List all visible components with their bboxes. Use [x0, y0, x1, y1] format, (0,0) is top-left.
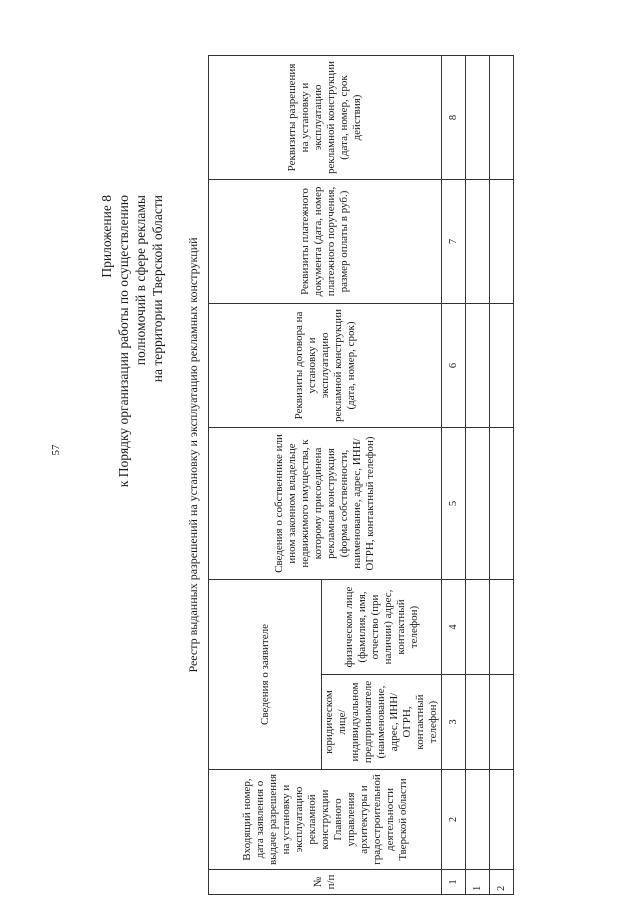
appendix-line-3: полномочий в сфере рекламы: [133, 195, 148, 366]
page-number: 57: [50, 444, 62, 456]
table-cell: [466, 55, 490, 179]
column-number: 4: [442, 579, 466, 674]
table-cell: [490, 427, 514, 579]
header-cell-legal-entity: юридическом лице/ индивидуальном предпринимателе (наименование, адрес, ИНН/ОГРН, контактный телефон): [322, 675, 442, 770]
header-cell-number: № п/п: [209, 870, 442, 895]
table-cell: [490, 179, 514, 303]
table-cell: [490, 55, 514, 179]
header-cell-payment: Реквизиты платежного документа (дата, номер платежного поручения, размер оплаты в руб.): [209, 179, 442, 303]
header-cell-incoming: Входящий номер, дата заявления о выдаче разрешения на установку и эксплуатацию рекламной конструкции Главного управления архитектуры и градостроительной деятельности Тверской области: [209, 770, 442, 870]
column-number: 7: [442, 179, 466, 303]
table-cell: [466, 179, 490, 303]
column-number: 8: [442, 55, 466, 179]
table-cell: [466, 675, 490, 770]
table-cell: [490, 579, 514, 674]
table-cell: [466, 427, 490, 579]
column-number: 2: [442, 770, 466, 870]
table-cell: [490, 675, 514, 770]
header-cell-contract: Реквизиты договора на установку и эксплуатацию рекламной конструкции (дата, номер, срок): [209, 303, 442, 427]
header-cell-permit: Реквизиты разрешения на установку и эксплуатацию рекламной конструкции (дата, номер, срок действия): [209, 55, 442, 179]
register-title: Реестр выданных разрешений на установку и эксплуатацию рекламных конструкций: [186, 237, 200, 673]
table-cell: 1: [466, 870, 490, 895]
table-row: [490, 55, 514, 894]
appendix-header: [98, 195, 166, 615]
table-cell: [466, 579, 490, 674]
header-cell-owner: Сведения о собственнике или ином законном владельце недвижимого имущества, к которому присоединена рекламная конструкция (форма собственности, наименование, адрес, ИНН/ОГРН, контактный телефон): [209, 427, 442, 579]
table-row: [466, 55, 490, 894]
table-cell: [490, 303, 514, 427]
appendix-line-4: на территории Тверской области: [150, 195, 165, 383]
appendix-line-1: Приложение 8: [99, 195, 114, 278]
header-row: [209, 55, 322, 894]
header-cell-applicant: Сведения о заявителе: [209, 579, 322, 769]
table-cell: [466, 303, 490, 427]
table-cell: [466, 770, 490, 870]
column-number: 5: [442, 427, 466, 579]
appendix-line-2: к Порядку организации работы по осуществлению: [116, 195, 131, 488]
column-number: 3: [442, 675, 466, 770]
table-cell: [490, 770, 514, 870]
column-number-row: [442, 55, 466, 894]
column-number: 6: [442, 303, 466, 427]
column-number: 1: [442, 870, 466, 895]
register-table: [208, 55, 514, 895]
table-cell: 2: [490, 870, 514, 895]
header-cell-individual: физическом лице (фамилия, имя, отчество (при наличии) адрес, контактный телефон): [322, 579, 442, 674]
